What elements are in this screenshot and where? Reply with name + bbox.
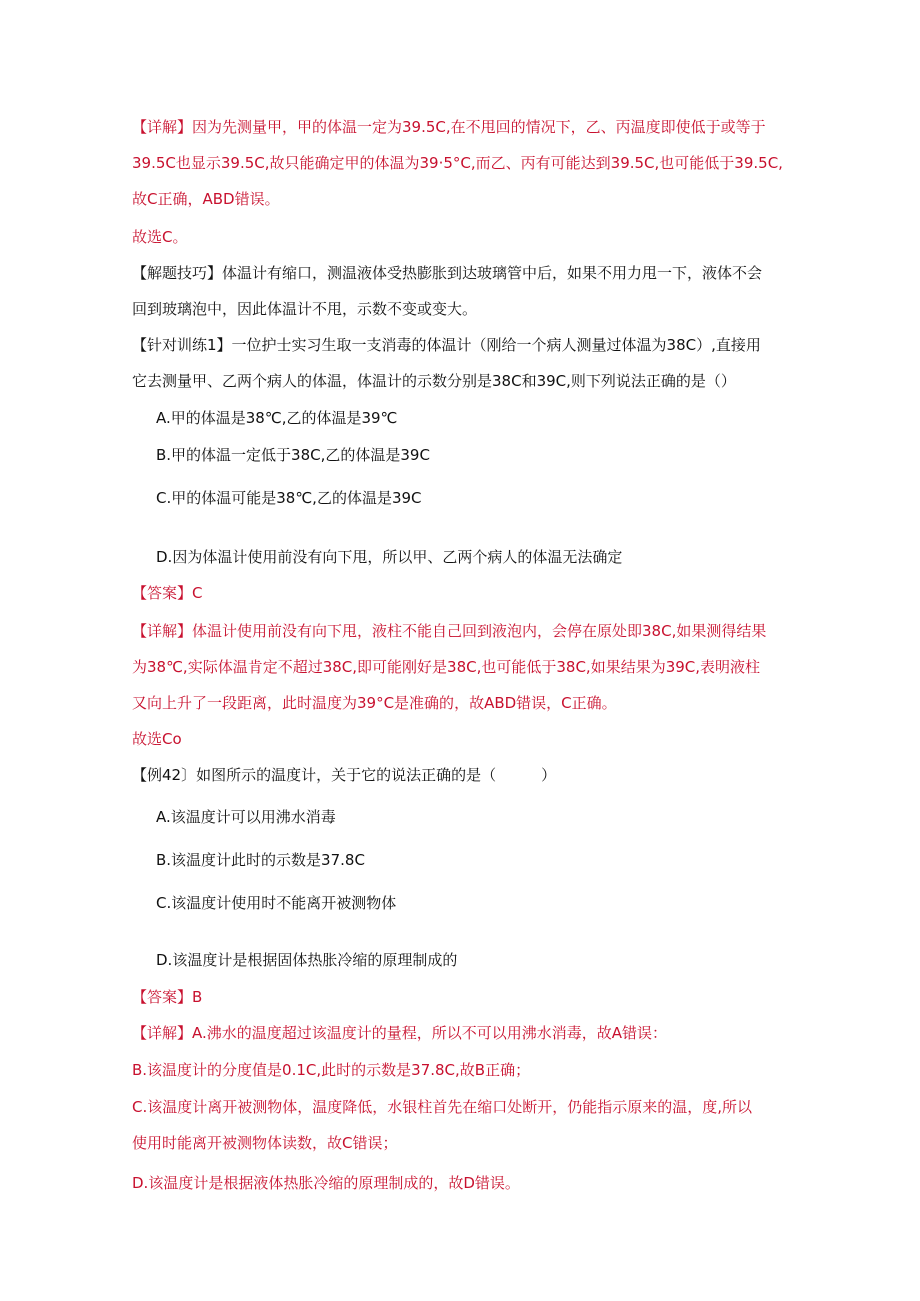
tip-paragraph-line-2: 回到玻璃泡中，因此体温计不甩，示数不变或变大。 xyxy=(132,300,478,318)
answer-label: 【答案】 xyxy=(132,988,193,1006)
training-detail-line-3: 又向上升了一段距离，此时温度为39°C是准确的，故ABD错误，C正确。 xyxy=(132,694,617,712)
training-option-c: C.甲的体温可能是38℃,乙的体温是39C xyxy=(156,489,422,507)
training-label: 【针对训练1】 xyxy=(132,336,232,354)
example-detail-line-1 xyxy=(132,1023,667,1043)
tip-label: 【解题技巧】 xyxy=(132,264,223,282)
example-detail-line-2: B.该温度计的分度值是0.1C,此时的示数是37.8C,故B正确； xyxy=(132,1061,531,1079)
training-question-text: 一位护士实习生取一支消毒的体温计（刚给一个病人测量过体温为38C）,直接用 xyxy=(231,336,761,354)
training-detail-line-2: 为38℃,实际体温肯定不超过38C,即可能刚好是38C,也可能低于38C,如果结果为39C,表明液柱 xyxy=(132,658,761,676)
training-option-a: A.甲的体温是38℃,乙的体温是39℃ xyxy=(156,409,398,427)
training-question-line-2: 它去测量甲、乙两个病人的体温，体温计的示数分别是38C和39C,则下列说法正确的是（） xyxy=(132,372,736,390)
detail-text: A.沸水的温度超过该温度计的量程，所以不可以用沸水消毒，故A错误： xyxy=(192,1024,668,1042)
detail-text: 体温计使用前没有向下甩，液柱不能自己回到液泡内，会停在原处即38C,如果测得结果 xyxy=(192,622,767,640)
answer-value: B xyxy=(192,988,203,1006)
training-option-b: B.甲的体温一定低于38C,乙的体温是39C xyxy=(156,446,430,464)
example-detail-line-4: 使用时能离开被测物体读数，故C错误； xyxy=(132,1134,398,1152)
detail-paragraph-line-3: 故C正确，ABD错误。 xyxy=(132,190,280,208)
example-option-b: B.该温度计此时的示数是37.8C xyxy=(156,851,365,869)
training-question-line-1 xyxy=(132,335,761,355)
training-detail-line-1 xyxy=(132,621,766,641)
tip-paragraph-line-1 xyxy=(132,263,762,283)
detail-paragraph-line-1 xyxy=(132,117,766,137)
training-option-d: D.因为体温计使用前没有向下甩，所以甲、乙两个病人的体温无法确定 xyxy=(156,548,623,566)
example-option-a: A.该温度计可以用沸水消毒 xyxy=(156,808,336,826)
tip-text: 体温计有缩口，测温液体受热膨胀到达玻璃管中后，如果不用力甩一下，液体不会 xyxy=(222,264,763,282)
example-detail-line-5: D.该温度计是根据液体热胀冷缩的原理制成的，故D错误。 xyxy=(132,1174,520,1192)
training-choice-line: 故选Co xyxy=(132,730,182,748)
detail-label: 【详解】 xyxy=(132,622,193,640)
example-question-line xyxy=(132,765,556,785)
answer-value: C xyxy=(192,584,203,602)
training-answer-line xyxy=(132,583,203,603)
detail-paragraph-line-2: 39.5C也显示39.5C,故只能确定甲的体温为39·5°C,而乙、丙有可能达到39.5C,也可能低于39.5C, xyxy=(132,154,783,172)
detail-label: 【详解】 xyxy=(132,118,193,136)
example-question-text: 如图所示的温度计，关于它的说法正确的是（ ） xyxy=(196,766,557,784)
detail-label: 【详解】 xyxy=(132,1024,193,1042)
example-answer-line xyxy=(132,987,202,1007)
example-label: 【例42〕 xyxy=(132,766,197,784)
example-option-c: C.该温度计使用时不能离开被测物体 xyxy=(156,894,397,912)
detail-text: 因为先测量甲，甲的体温一定为39.5C,在不甩回的情况下，乙、丙温度即使低于或等于 xyxy=(192,118,766,136)
example-option-d: D.该温度计是根据固体热胀冷缩的原理制成的 xyxy=(156,951,458,969)
answer-label: 【答案】 xyxy=(132,584,193,602)
choice-line: 故选C。 xyxy=(132,228,188,246)
example-detail-line-3: C.该温度计离开被测物体，温度降低，水银柱首先在缩口处断开，仍能指示原来的温，度,所以 xyxy=(132,1098,753,1116)
